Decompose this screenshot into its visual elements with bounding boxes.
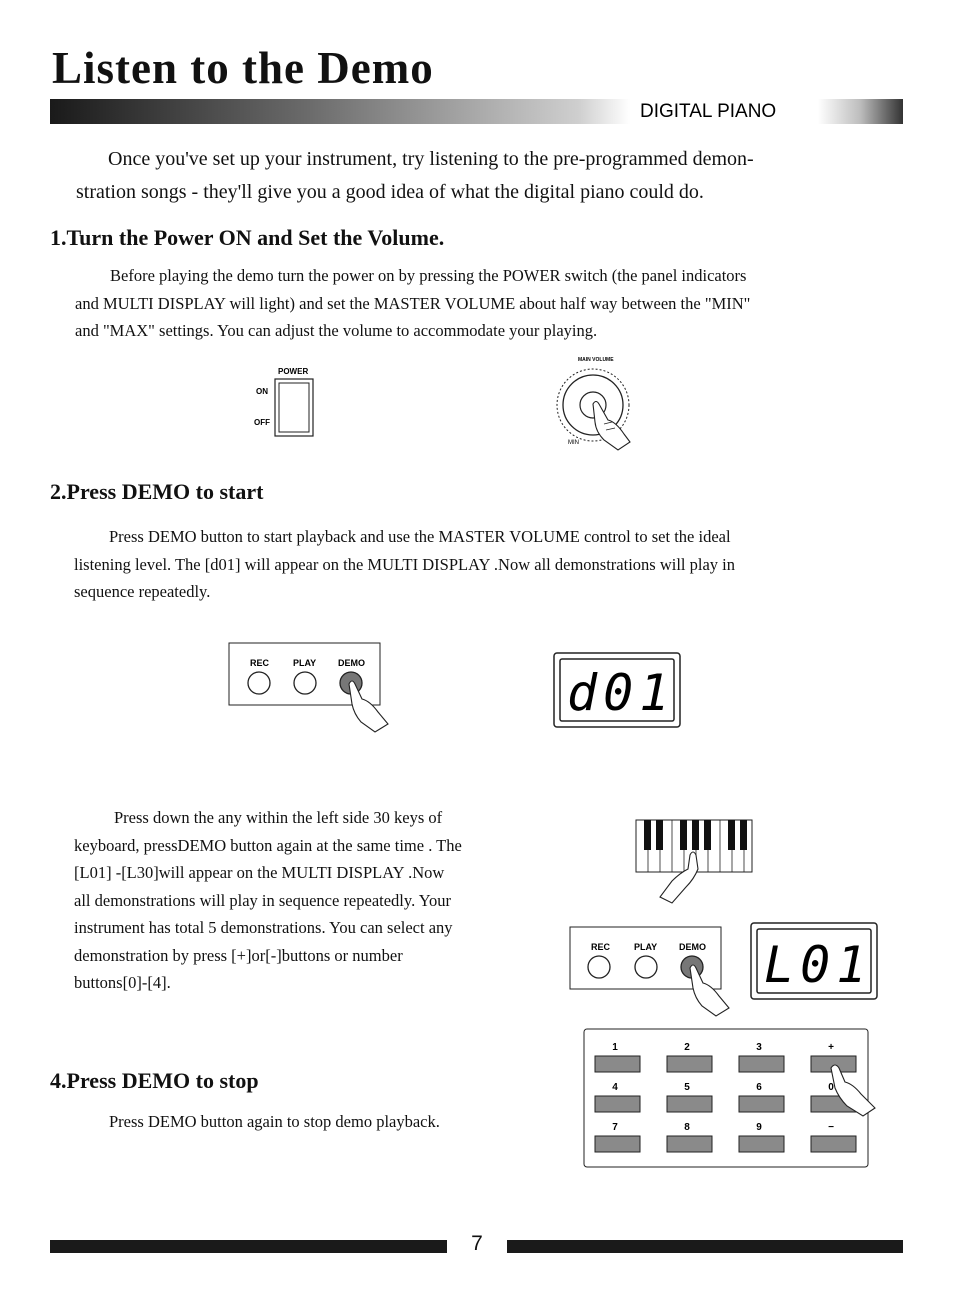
section-3-line-5: instrument has total 5 demonstrations. You can select any [74, 918, 453, 937]
section-2-heading: 2.Press DEMO to start [50, 479, 264, 504]
section-2-line-2: listening level. The [d01] will appear on the MULTI DISPLAY .Now all demonstrations will play in [74, 554, 735, 574]
power-switch-diagram [248, 362, 328, 442]
number-keypad [583, 1028, 883, 1173]
keyboard-diagram [632, 817, 757, 907]
multi-display-d01 [553, 652, 683, 730]
keypad-key-label: 3 [756, 1042, 762, 1053]
keypad-key-cap[interactable] [739, 1056, 784, 1072]
section-2-line-3: sequence repeatedly. [74, 582, 211, 601]
display-readout: L01 [764, 936, 873, 994]
rec-button[interactable] [248, 672, 270, 694]
section-3-line-1: Press down the any within the left side 30 keys of [114, 808, 443, 827]
play-label: PLAY [634, 942, 658, 952]
keypad-key-cap[interactable] [667, 1136, 712, 1152]
keypad-key-label: 7 [612, 1122, 618, 1133]
section-1-line-2: and MULTI DISPLAY will light) and set the MASTER VOLUME about half way between the "MIN" [75, 293, 751, 313]
power-label: POWER [278, 367, 309, 376]
section-2-text [74, 523, 894, 606]
section-3-text [74, 804, 544, 997]
section-4-heading: 4.Press DEMO to stop [50, 1068, 259, 1093]
keypad-key-cap[interactable] [667, 1056, 712, 1072]
section-1-heading: 1.Turn the Power ON and Set the Volume. [50, 225, 445, 250]
play-button[interactable] [294, 672, 316, 694]
product-label: DIGITAL PIANO [640, 101, 777, 122]
demo-label: DEMO [679, 942, 706, 952]
section-3-line-6: demonstration by press [+]or[-]buttons or number [74, 945, 403, 965]
display-readout: d01 [567, 664, 676, 722]
rec-label: REC [591, 942, 611, 952]
volume-knob-diagram [548, 352, 648, 452]
keypad-key-label: 6 [756, 1082, 762, 1093]
keypad-key-cap[interactable] [595, 1136, 640, 1152]
page-number: 7 [471, 1232, 483, 1255]
keypad-key-cap[interactable] [739, 1136, 784, 1152]
keypad-key-label: 8 [684, 1122, 690, 1133]
section-3-line-7: buttons[0]-[4]. [74, 973, 171, 992]
rec-label: REC [250, 658, 270, 668]
keypad-key-cap[interactable] [595, 1056, 640, 1072]
footer-bar-right [507, 1240, 903, 1253]
rec-button[interactable] [588, 956, 610, 978]
keypad-key-label: 0 [828, 1082, 834, 1093]
keypad-key-cap[interactable] [667, 1096, 712, 1112]
power-off-label: OFF [254, 418, 270, 427]
section-4-text: Press DEMO button again to stop demo playback. [109, 1112, 440, 1131]
section-1-line-3: and "MAX" settings. You can adjust the volume to accommodate your playing. [75, 321, 598, 340]
keypad-key-label: 2 [684, 1042, 690, 1053]
volume-label: MAIN VOLUME [578, 357, 614, 363]
section-3-line-2: keyboard, pressDEMO button again at the same time . The [74, 835, 462, 855]
intro-line-1: Once you've set up your instrument, try listening to the pre-programmed demon- [108, 148, 754, 170]
multi-display-l01 [750, 922, 880, 1002]
section-3-line-3: [L01] -[L30]will appear on the MULTI DISPLAY .Now [74, 863, 445, 882]
keypad-key-cap[interactable] [739, 1096, 784, 1112]
power-on-label: ON [256, 387, 268, 396]
footer-bar-left [50, 1240, 447, 1253]
keypad-key-cap[interactable] [811, 1136, 856, 1152]
play-label: PLAY [293, 658, 317, 668]
keypad-key-label: 9 [756, 1122, 762, 1133]
volume-min-label: MIN [568, 440, 579, 446]
keypad-key-cap[interactable] [595, 1096, 640, 1112]
demo-button-panel-2 [569, 926, 739, 1018]
page-title: Listen to the Demo [52, 43, 434, 93]
keypad-key-label: + [828, 1042, 834, 1053]
section-3-line-4: all demonstrations will play in sequence repeatedly. Your [74, 890, 451, 910]
black-keys [644, 820, 747, 850]
keypad-key-label: 4 [612, 1082, 618, 1093]
section-1-line-1: Before playing the demo turn the power on by pressing the POWER switch (the panel indicators [110, 266, 747, 285]
intro-line-2: stration songs - they'll give you a good idea of what the digital piano could do. [76, 181, 704, 203]
intro-paragraph [76, 143, 876, 209]
keypad-key-label: − [828, 1122, 834, 1133]
play-button[interactable] [635, 956, 657, 978]
keypad-key-label: 1 [612, 1042, 618, 1053]
keypad-key-label: 5 [684, 1082, 690, 1093]
demo-button-panel-1 [228, 642, 398, 734]
section-2-line-1: Press DEMO button to start playback and use the MASTER VOLUME control to set the ideal [109, 527, 731, 546]
power-switch-rocker [279, 383, 309, 432]
section-1-text [75, 262, 875, 345]
demo-label: DEMO [338, 658, 365, 668]
